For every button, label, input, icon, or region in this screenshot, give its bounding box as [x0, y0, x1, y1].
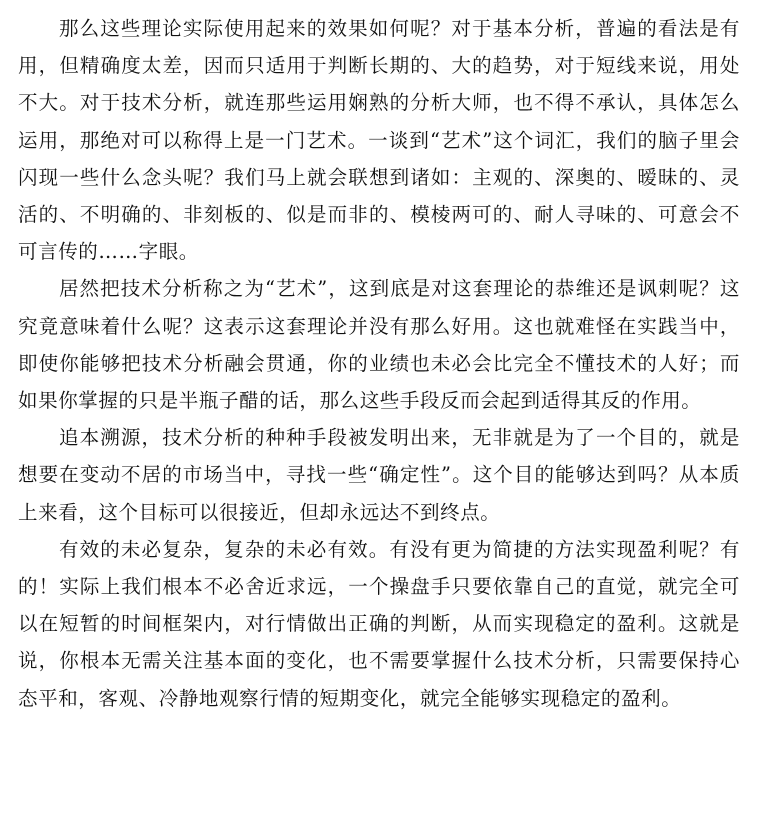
paragraph-art-irony: 居然把技术分析称之为“艺术”，这到底是对这套理论的恭维还是讽刺呢？这究竟意味着什么呢？这表示这套理论并没有那么好用。这也就难怪在实践当中，即使你能够把技术分析融会贯通，你的业绩也未必会比完全不懂技术的人好；而如果你掌握的只是半瓶子醋的话，那么这些手段反而会起到适得其反的作用。 [18, 277, 740, 413]
paragraph-intuition: 有效的未必复杂，复杂的未必有效。有没有更为简捷的方法实现盈利呢？有的！实际上我们根本不必舍近求远，一个操盘手只要依靠自己的直觉，就完全可以在短暂的时间框架内，对行情做出正确的判断，从而实现稳定的盈利。这就是说，你根本无需关注基本面的变化，也不需要掌握什么技术分析，只需要保持心态平和，客观、冷静地观察行情的短期变化，就完全能够实现稳定的盈利。 [18, 537, 740, 710]
paragraph-effectiveness: 那么这些理论实际使用起来的效果如何呢？对于基本分析，普遍的看法是有用，但精确度太差，因而只适用于判断长期的、大的趋势，对于短线来说，用处不大。对于技术分析，就连那些运用娴熟的分析大师，也不得不承认，具体怎么运用，那绝对可以称得上是一门艺术。一谈到“艺术”这个词汇，我们的脑子里会闪现一些什么念头呢？我们马上就会联想到诸如：主观的、深奥的、暧昧的、灵活的、不明确的、非刻板的、似是而非的、模棱两可的、耐人寻味的、可意会不可言传的……字眼。 [18, 17, 740, 264]
paragraph-certainty: 追本溯源，技术分析的种种手段被发明出来，无非就是为了一个目的，就是想要在变动不居的市场当中，寻找一些“确定性”。这个目的能够达到吗？从本质上来看，这个目标可以很接近，但却永远达不到终点。 [18, 426, 740, 524]
